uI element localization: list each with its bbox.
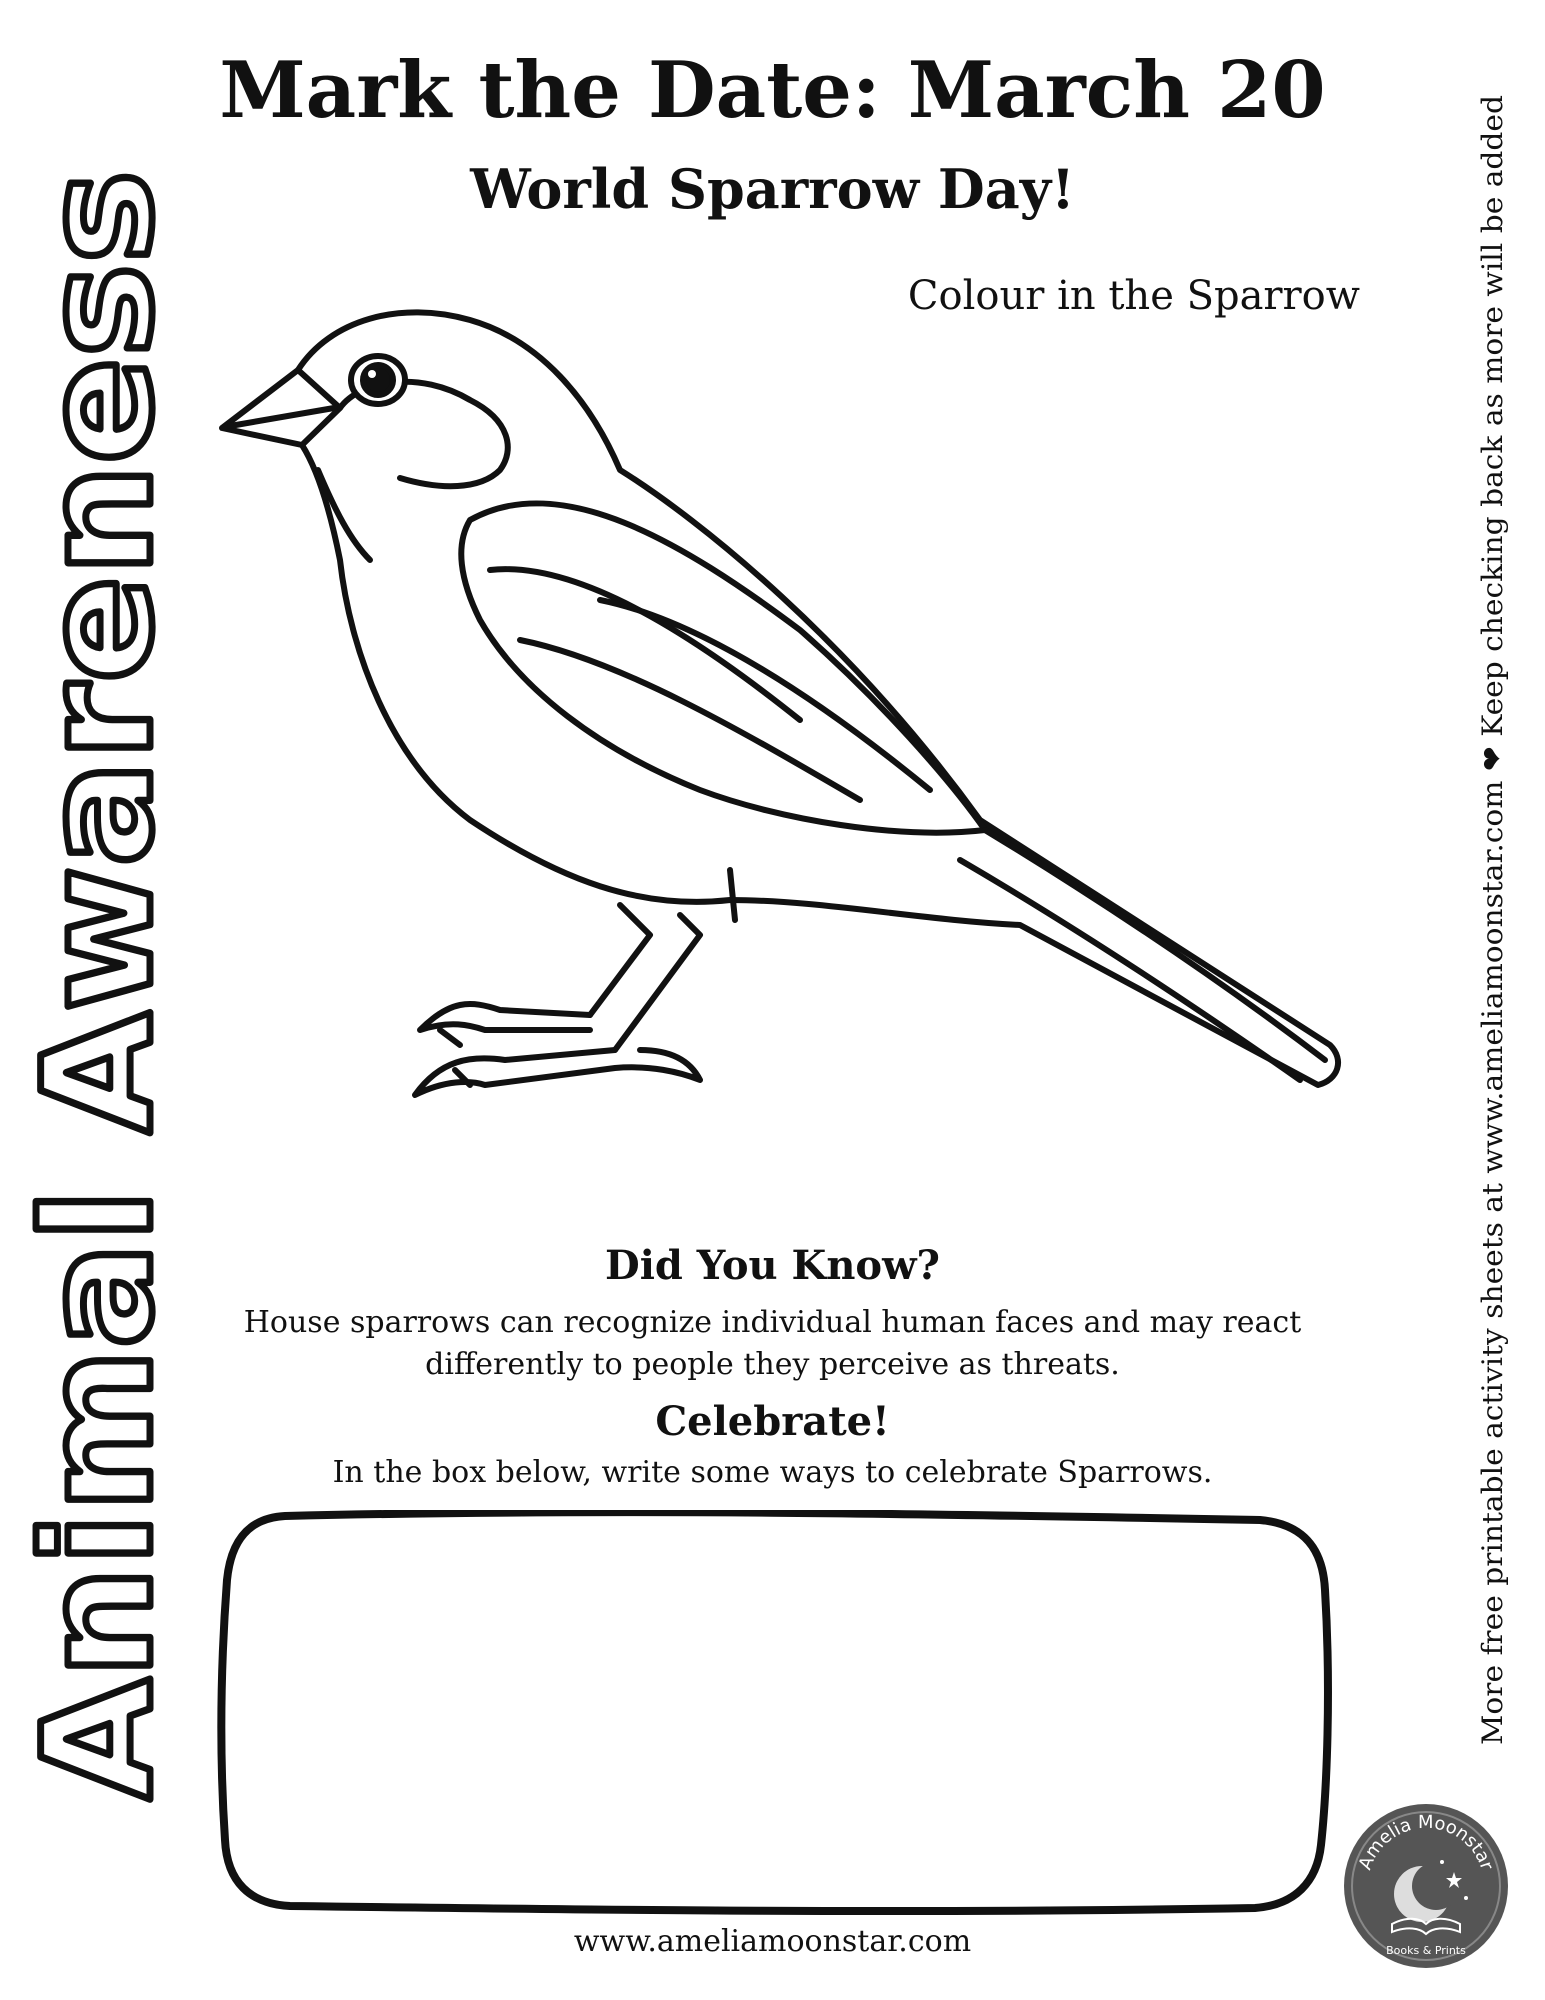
sparrow-outline-icon [200, 290, 1380, 1170]
logo-name-text: Amelia Moonstar [1354, 1811, 1498, 1873]
did-you-know-text [220, 1302, 1325, 1386]
side-note-reminder-text: Keep checking back as more will be added [1476, 131, 1509, 737]
page-title: Mark the Date: March 20 [219, 45, 1326, 136]
colouring-instruction: Colour in the Sparrow [907, 273, 1360, 319]
did-you-know-line-1: House sparrows can recognize individual human faces and may react [243, 1305, 1302, 1340]
writing-box[interactable] [215, 1510, 1335, 1920]
did-you-know-heading: Did You Know? [605, 1242, 940, 1289]
vertical-title [0, 0, 190, 2000]
celebrate-heading: Celebrate! [655, 1398, 890, 1445]
logo-tagline-text: Books & Prints [1386, 1944, 1466, 1957]
side-note [1460, 60, 1520, 1760]
page-subtitle: World Sparrow Day! [470, 157, 1075, 221]
side-note-link-text: More free printable activity sheets at www.ameliamoonstar.com [1476, 835, 1509, 1745]
side-note-text [1476, 95, 1509, 1745]
amelia-moonstar-logo [1342, 1802, 1510, 1970]
did-you-know-line-2: differently to people they perceive as threats. [425, 1347, 1120, 1382]
footer-url[interactable]: www.ameliamoonstar.com [573, 1924, 972, 1959]
heart-icon: ❤ [1476, 738, 1509, 772]
vertical-title-text: Animal Awareness [12, 245, 186, 1800]
celebrate-instruction: In the box below, write some ways to celebrate Sparrows. [332, 1455, 1213, 1490]
